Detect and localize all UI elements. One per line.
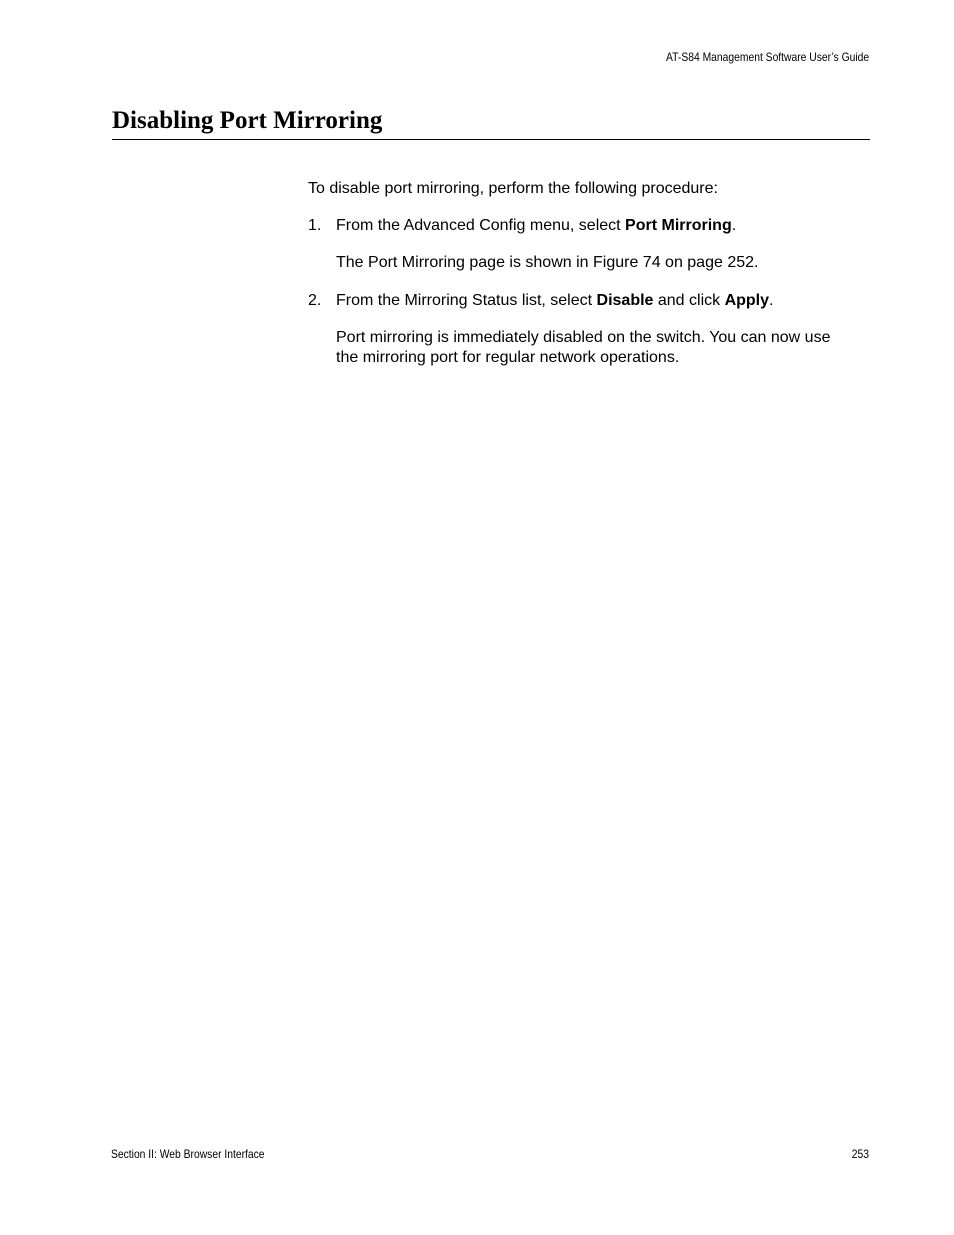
running-header: AT-S84 Management Software User’s Guide <box>665 50 869 64</box>
menu-item-port-mirroring: Port Mirroring <box>625 217 732 234</box>
option-disable: Disable <box>596 292 654 309</box>
step-text <box>336 216 876 236</box>
step-text-part: . <box>769 292 774 309</box>
section-title: Disabling Port Mirroring <box>112 107 383 134</box>
note-line: Port mirroring is immediately disabled on the switch. You can now use <box>336 329 831 346</box>
button-apply-reference: Apply <box>724 292 770 309</box>
note-line: the mirroring port for regular network operations. <box>336 349 680 366</box>
step-text-part: From the Mirroring Status list, select <box>336 292 597 309</box>
title-rule <box>112 139 870 140</box>
footer-page-number: 253 <box>851 1147 869 1161</box>
step-text-part: From the Advanced Config menu, select <box>336 217 626 234</box>
footer-section-label: Section II: Web Browser Interface <box>111 1147 265 1161</box>
step-2-note <box>336 328 876 368</box>
step-text-part: and click <box>653 292 725 309</box>
step-1-note: The Port Mirroring page is shown in Figure 74 on page 252. <box>336 254 759 271</box>
step-text <box>336 291 876 311</box>
step-text-part: . <box>731 217 737 234</box>
step-number: 2. <box>308 292 322 309</box>
step-number: 1. <box>308 217 322 234</box>
intro-paragraph: To disable port mirroring, perform the following procedure: <box>308 180 718 197</box>
